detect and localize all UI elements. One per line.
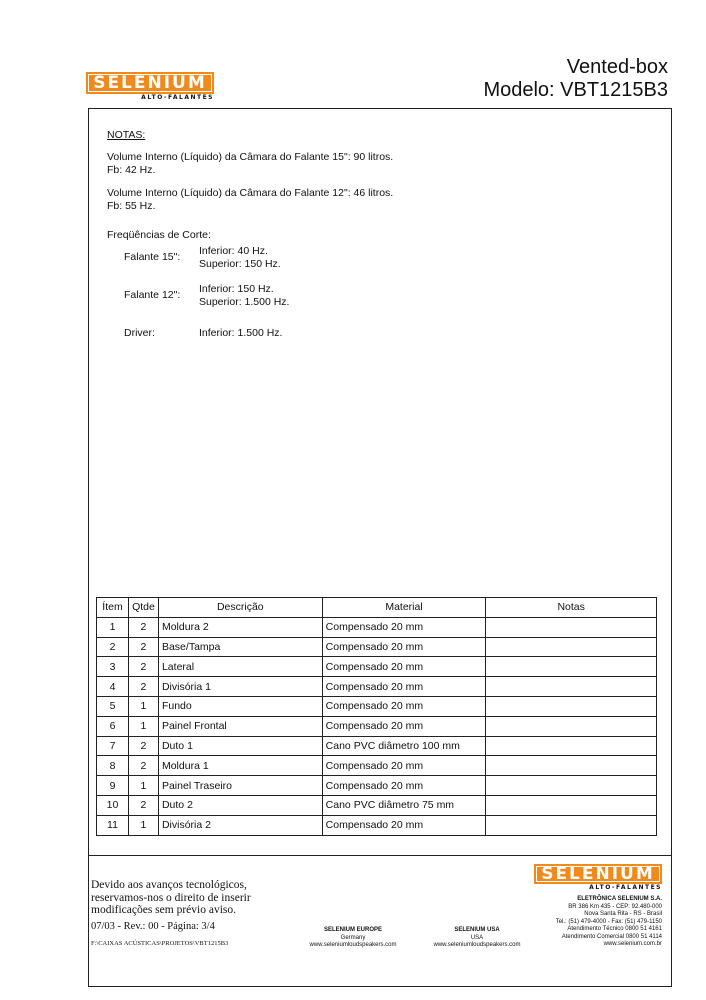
disclaimer-line: modificações sem prévio aviso.: [91, 904, 236, 916]
table-row: [97, 716, 657, 736]
notes-heading: NOTAS:: [107, 129, 146, 141]
f12-label: Falante 12":: [124, 289, 181, 301]
europe-site: www.seleniumloudspeakers.com: [309, 942, 397, 948]
cell-notas: [486, 696, 657, 716]
cell-material: Compensado 20 mm: [322, 677, 486, 697]
usa-name: SELENIUM USA: [454, 927, 500, 933]
cell-descricao: Lateral: [158, 657, 322, 677]
cell-notas: [486, 677, 657, 697]
cell-material: Compensado 20 mm: [322, 756, 486, 776]
cell-item: 4: [97, 677, 129, 697]
col-descricao: Descrição: [158, 598, 322, 618]
europe-country: Germany: [340, 934, 366, 941]
cell-notas: [486, 815, 657, 835]
table-row: [97, 677, 657, 697]
company-address: [520, 896, 662, 949]
col-notas: Notas: [486, 598, 657, 618]
freq-heading: Freqüências de Corte:: [107, 229, 211, 241]
table-row: [97, 815, 657, 835]
cell-material: Cano PVC diâmetro 75 mm: [322, 795, 486, 815]
col-material: Material: [322, 598, 486, 618]
usa-contact: [422, 927, 532, 950]
cell-item: 2: [97, 637, 129, 657]
cell-notas: [486, 756, 657, 776]
cell-item: 10: [97, 795, 129, 815]
cell-notas: [486, 736, 657, 756]
cell-qtde: 2: [128, 756, 158, 776]
address-line: Nova Santa Rita - RS - Brasil: [584, 911, 662, 917]
cell-material: Compensado 20 mm: [322, 815, 486, 835]
cell-notas: [486, 657, 657, 677]
cell-qtde: 2: [128, 736, 158, 756]
f12-values: [199, 283, 289, 309]
f12-superior: Superior: 1.500 Hz.: [199, 296, 290, 308]
cell-item: 3: [97, 657, 129, 677]
col-item: Ítem: [97, 598, 129, 618]
cell-descricao: Painel Traseiro: [158, 776, 322, 796]
cell-material: Compensado 20 mm: [322, 617, 486, 637]
cell-material: Compensado 20 mm: [322, 637, 486, 657]
cell-material: Cano PVC diâmetro 100 mm: [322, 736, 486, 756]
notes-line: Volume Interno (Líquido) da Câmara do Falante 15": 90 litros.: [107, 151, 394, 163]
title-line2: Modelo: VBT1215B3: [483, 79, 668, 101]
company-name: ELETRÔNICA SELENIUM S.A.: [577, 896, 662, 902]
table-row: [97, 736, 657, 756]
cell-item: 1: [97, 617, 129, 637]
cell-descricao: Base/Tampa: [158, 637, 322, 657]
f15-label: Falante 15":: [124, 251, 181, 263]
cell-qtde: 1: [128, 716, 158, 736]
cell-qtde: 2: [128, 637, 158, 657]
cell-descricao: Moldura 1: [158, 756, 322, 776]
cell-item: 9: [97, 776, 129, 796]
f12-inferior: Inferior: 150 Hz.: [199, 283, 274, 295]
notes-paragraph-2: [107, 187, 393, 213]
usa-country: USA: [470, 934, 484, 941]
parts-table: [96, 597, 657, 836]
disclaimer-line: reservamos-nos o direito de inserir: [91, 891, 251, 904]
disclaimer-line: Devido aos avanços tecnológicos,: [91, 879, 247, 891]
europe-contact: [298, 927, 408, 950]
cell-qtde: 1: [128, 815, 158, 835]
usa-site: www.seleniumloudspeakers.com: [433, 942, 521, 948]
address-line: Atendimento Comercial 0800 51 4114: [561, 933, 662, 940]
cell-notas: [486, 776, 657, 796]
cell-item: 7: [97, 736, 129, 756]
footer-logo-tagline: ALTO-FALANTES: [589, 884, 662, 891]
table-row: [97, 795, 657, 815]
table-header-row: [97, 598, 657, 618]
f15-inferior: Inferior: 40 Hz.: [199, 245, 268, 257]
disclaimer: [91, 879, 251, 917]
table-row: [97, 696, 657, 716]
address-line: Tel.: (51) 479-4000 - Fax: (51) 479-1150: [555, 918, 662, 925]
address-line: www.selenium.com.br: [603, 941, 662, 947]
cell-notas: [486, 637, 657, 657]
footer-logo: [534, 864, 662, 891]
cell-descricao: Fundo: [158, 696, 322, 716]
table-row: [97, 756, 657, 776]
notes-paragraph-1: [107, 151, 393, 177]
notes-line: Fb: 55 Hz.: [107, 200, 156, 212]
address-line: Atendimento Técnico 0800 51 4161: [567, 926, 662, 932]
logo-tagline: ALTO-FALANTES: [141, 94, 214, 101]
header-logo: [86, 72, 214, 101]
notes-line: Volume Interno (Líquido) da Câmara do Falante 12": 46 litros.: [107, 187, 394, 199]
cell-descricao: Duto 2: [158, 795, 322, 815]
driver-value: Inferior: 1.500 Hz.: [199, 327, 283, 339]
revision-info: 07/03 - Rev.: 00 - Página: 3/4: [91, 921, 215, 932]
cell-notas: [486, 716, 657, 736]
logo-wordmark: SELENIUM: [86, 72, 214, 94]
driver-label: Driver:: [124, 327, 155, 339]
cell-qtde: 1: [128, 776, 158, 796]
cell-notas: [486, 617, 657, 637]
cell-qtde: 1: [128, 696, 158, 716]
cell-descricao: Duto 1: [158, 736, 322, 756]
cell-qtde: 2: [128, 657, 158, 677]
cell-item: 11: [97, 815, 129, 835]
cell-material: Compensado 20 mm: [322, 696, 486, 716]
cell-descricao: Moldura 2: [158, 617, 322, 637]
cell-qtde: 2: [128, 617, 158, 637]
col-qtde: Qtde: [128, 598, 158, 618]
title-line1: Vented-box: [566, 56, 668, 78]
table-row: [97, 637, 657, 657]
file-path: F:\CAIXAS ACÚSTICAS\PROJETOS\VBT1215B3: [91, 940, 229, 947]
table-row: [97, 776, 657, 796]
cell-material: Compensado 20 mm: [322, 716, 486, 736]
cell-notas: [486, 795, 657, 815]
cell-item: 6: [97, 716, 129, 736]
f15-superior: Superior: 150 Hz.: [199, 258, 281, 270]
footer-divider: [88, 855, 672, 856]
cell-qtde: 2: [128, 677, 158, 697]
cell-descricao: Divisória 1: [158, 677, 322, 697]
notes-line: Fb: 42 Hz.: [107, 164, 156, 176]
cell-descricao: Painel Frontal: [158, 716, 322, 736]
cell-item: 5: [97, 696, 129, 716]
cell-item: 8: [97, 756, 129, 776]
cell-material: Compensado 20 mm: [322, 776, 486, 796]
cell-material: Compensado 20 mm: [322, 657, 486, 677]
address-line: BR 386 Km 435 - CEP: 92.480-000: [568, 903, 662, 910]
cell-descricao: Divisória 2: [158, 815, 322, 835]
footer-logo-wordmark: SELENIUM: [534, 864, 662, 884]
table-row: [97, 617, 657, 637]
table-row: [97, 657, 657, 677]
cell-qtde: 2: [128, 795, 158, 815]
europe-name: SELENIUM EUROPE: [323, 927, 382, 933]
f15-values: [199, 245, 281, 271]
